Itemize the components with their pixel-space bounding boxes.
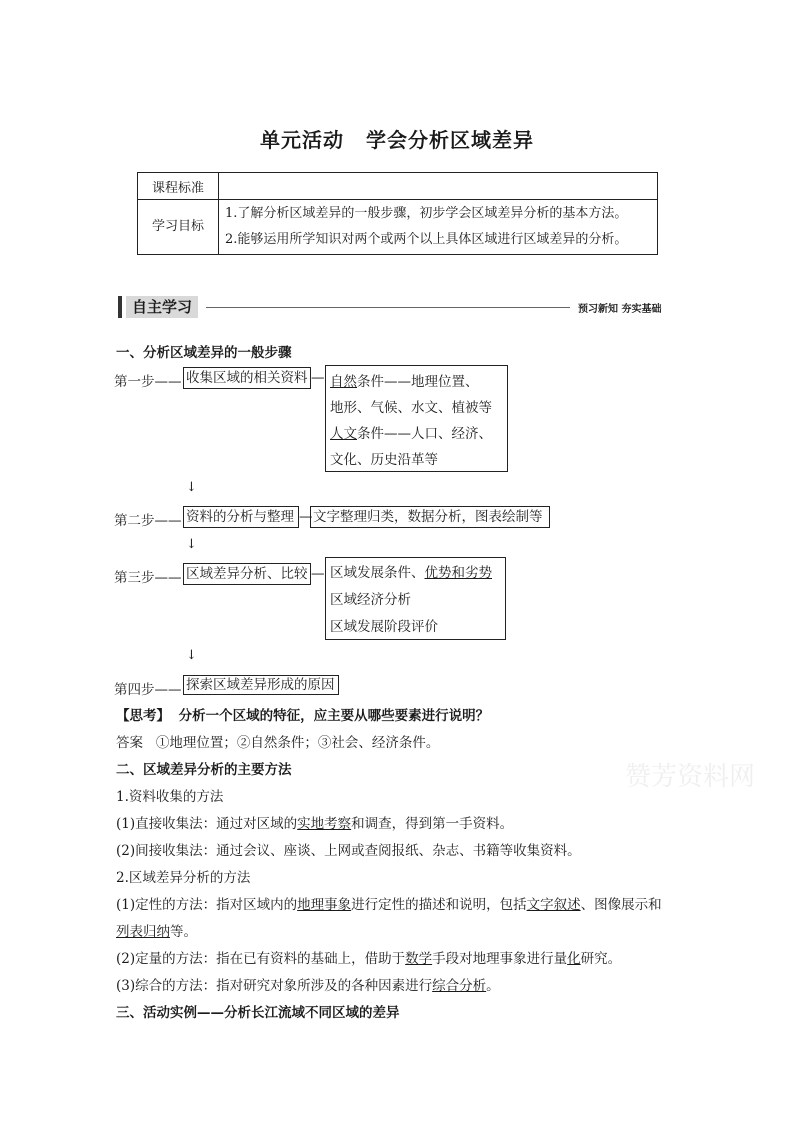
stage-evaluation: 区域发展阶段评价 bbox=[330, 619, 438, 635]
banner-label: 自主学习 bbox=[126, 296, 198, 318]
table-row bbox=[138, 173, 658, 200]
step4-box: 探索区域差异形成的原因 bbox=[183, 675, 339, 695]
item3-end: 等。 bbox=[170, 924, 197, 940]
down-arrow-icon: ↓ bbox=[186, 480, 197, 495]
down-arrow-icon: ↓ bbox=[186, 648, 197, 663]
standards-content bbox=[219, 173, 658, 200]
item4-pre: (2)定量的方法：指在已有资料的基础上，借助于 bbox=[116, 951, 406, 967]
item-comprehensive bbox=[116, 974, 500, 994]
item-indirect-collection: (2)间接收集法：通过会议、座谈、上网或查阅报纸、杂志、书籍等收集资料。 bbox=[116, 843, 581, 859]
table-row bbox=[138, 200, 658, 255]
goals-label: 学习目标 bbox=[138, 200, 219, 255]
answer-paragraph bbox=[116, 731, 439, 751]
title-part1: 单元活动 bbox=[260, 128, 344, 152]
step1-detail-box bbox=[325, 365, 508, 472]
step3-label: 第三步—— bbox=[114, 570, 182, 586]
goal-1: 1.了解分析区域差异的一般步骤，初步学会区域差异分析的基本方法。 bbox=[225, 206, 628, 221]
think-question: 分析一个区域的特征，应主要从哪些要素进行说明？ bbox=[178, 708, 490, 724]
think-tag: 【思考】 bbox=[116, 708, 170, 724]
section3-heading: 三、活动实例——分析长江流域不同区域的差异 bbox=[116, 1005, 400, 1021]
item4-underlined-2: 化 bbox=[567, 951, 581, 967]
step2-box: 资料的分析与整理 bbox=[183, 506, 299, 528]
goal-2: 2.能够运用所学知识对两个或两个以上具体区域进行区域差异的分析。 bbox=[225, 232, 628, 247]
item-qualitative-cont bbox=[116, 920, 197, 940]
step1-box: 收集区域的相关资料 bbox=[183, 367, 311, 389]
banner-bar bbox=[118, 296, 122, 318]
step1-label: 第一步—— bbox=[114, 374, 182, 390]
item5-post: 。 bbox=[486, 978, 500, 994]
step2-connector: — bbox=[299, 509, 313, 525]
step2-label: 第二步—— bbox=[114, 513, 182, 529]
human-conditions bbox=[330, 421, 507, 447]
goals-content bbox=[219, 200, 658, 255]
natural-rest: 条件——地理位置、 bbox=[357, 374, 479, 390]
banner-right-text: 预习新知 夯实基础 bbox=[578, 304, 662, 315]
natural-conditions bbox=[330, 369, 507, 395]
item5-pre: (3)综合的方法：指对研究对象所涉及的各种因素进行 bbox=[116, 978, 433, 994]
natural-underlined: 自然 bbox=[330, 374, 357, 390]
step3-connector: — bbox=[311, 566, 325, 582]
natural-line2: 地形、气候、水文、植被等 bbox=[330, 400, 492, 416]
item1-post: 和调查，得到第一手资料。 bbox=[351, 816, 514, 832]
human-line2: 文化、历史沿革等 bbox=[330, 452, 438, 468]
subheading-collection: 1.资料收集的方法 bbox=[116, 789, 224, 805]
step2-detail-box: 文字整理归类，数据分析，图表绘制等 bbox=[310, 506, 550, 528]
think-paragraph bbox=[116, 704, 489, 724]
item3-post: 、图像展示和 bbox=[580, 897, 662, 913]
advantages-underlined: 优势和劣势 bbox=[424, 565, 492, 581]
title-part2: 学会分析区域差异 bbox=[366, 128, 534, 152]
watermark: 赞芳资料网 bbox=[625, 762, 756, 792]
item4-post: 研究。 bbox=[580, 951, 622, 967]
section2-heading: 二、区域差异分析的主要方法 bbox=[116, 762, 292, 778]
item3-mid: 进行定性的描述和说明，包括 bbox=[351, 897, 527, 913]
course-standards-table bbox=[137, 172, 658, 255]
development-plain: 区域发展条件、 bbox=[330, 565, 425, 581]
item4-mid: 手段对地理事象进行量 bbox=[432, 951, 568, 967]
banner-divider bbox=[206, 307, 570, 308]
item-direct-collection bbox=[116, 812, 513, 832]
item5-underlined: 综合分析 bbox=[432, 978, 487, 994]
answer-text: ①地理位置；②自然条件；③社会、经济条件。 bbox=[155, 735, 440, 751]
subheading-analysis: 2.区域差异分析的方法 bbox=[116, 870, 251, 886]
item3-underlined-3: 列表归纳 bbox=[116, 924, 170, 940]
item3-underlined-2: 文字叙述 bbox=[526, 897, 581, 913]
human-underlined: 人文 bbox=[330, 426, 357, 442]
economic-analysis: 区域经济分析 bbox=[330, 592, 411, 608]
page-title bbox=[0, 124, 794, 153]
item1-underlined: 实地考察 bbox=[297, 816, 352, 832]
step3-detail-box bbox=[325, 557, 506, 640]
section1-heading: 一、分析区域差异的一般步骤 bbox=[116, 345, 292, 361]
standards-label: 课程标准 bbox=[138, 173, 219, 200]
step1-connector: — bbox=[311, 370, 325, 386]
item-qualitative bbox=[116, 893, 662, 913]
item3-pre: (1)定性的方法：指对区域内的 bbox=[116, 897, 298, 913]
item3-underlined-1: 地理事象 bbox=[297, 897, 352, 913]
step3-box: 区域差异分析、比较 bbox=[183, 563, 311, 585]
answer-label: 答案 bbox=[116, 735, 143, 751]
step4-label: 第四步—— bbox=[114, 682, 182, 698]
down-arrow-icon: ↓ bbox=[186, 537, 197, 552]
item4-underlined-1: 数学 bbox=[405, 951, 433, 967]
item1-pre: (1)直接收集法：通过对区域的 bbox=[116, 816, 298, 832]
human-rest: 条件——人口、经济、 bbox=[357, 426, 492, 442]
item-quantitative bbox=[116, 947, 621, 967]
development-conditions bbox=[330, 560, 505, 587]
